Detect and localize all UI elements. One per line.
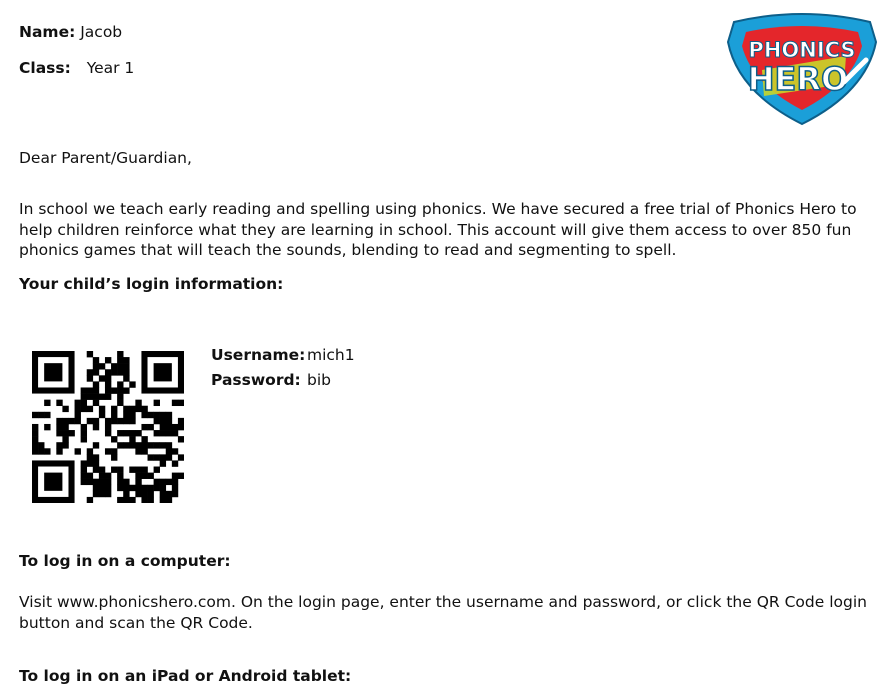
qr-finder-top-left (32, 351, 75, 394)
class-value: Year 1 (86, 59, 135, 77)
qr-finder-bottom-left (32, 460, 75, 503)
intro-paragraph: In school we teach early reading and spelling using phonics. We have secured a free trial of Phonics Hero to help children reinforce what they are learning in school. This account will give them access to over 850 fun phonics games that will teach the sounds, blending to read and segmenting to spell. (19, 200, 857, 259)
logo-text-hero: HERO (747, 60, 849, 98)
phonics-hero-logo (726, 12, 878, 126)
computer-instructions: Visit www.phonicshero.com. On the login page, enter the username and password, or click the QR Code login button and scan the QR Code. (19, 593, 867, 632)
password-value: bib (307, 371, 331, 389)
username-label: Username: (211, 346, 306, 364)
qr-finder-top-right (141, 351, 184, 394)
name-value: Jacob (80, 23, 123, 41)
computer-heading: To log in on a computer: (19, 552, 231, 570)
greeting: Dear Parent/Guardian, (19, 149, 192, 167)
name-label: Name: (19, 23, 76, 41)
name-row (19, 22, 122, 42)
password-row (211, 370, 331, 390)
logo-text-phonics: PHONICS (748, 38, 856, 62)
username-value: mich1 (307, 346, 355, 364)
class-label: Class: (19, 59, 71, 77)
login-heading: Your child’s login information: (19, 275, 284, 293)
class-row (19, 58, 134, 78)
password-label: Password: (211, 371, 301, 389)
tablet-heading: To log in on an iPad or Android tablet: (19, 667, 352, 685)
qr-code[interactable] (32, 351, 184, 503)
username-row (211, 345, 355, 365)
